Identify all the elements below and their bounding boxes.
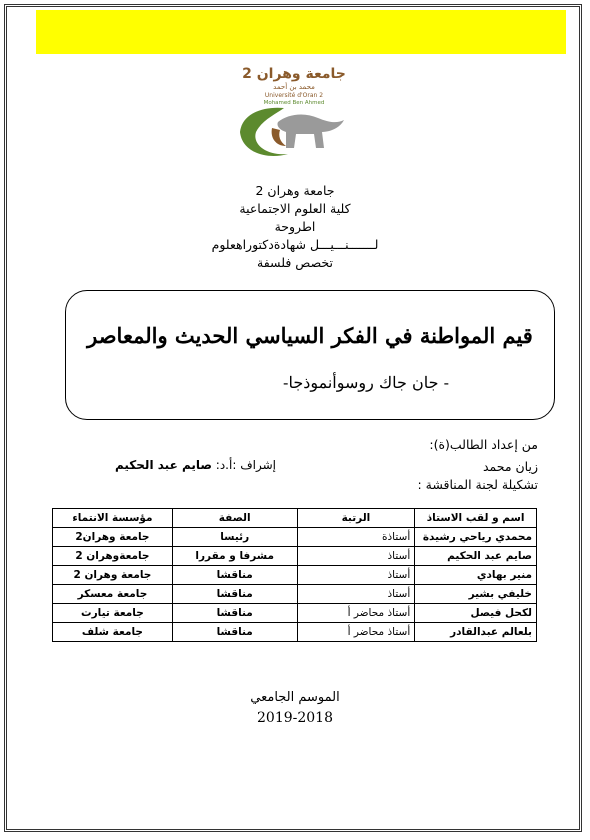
specialty-line: تخصص فلسفة bbox=[257, 255, 333, 270]
member-rank: أستاذ bbox=[297, 566, 415, 585]
member-name: منير بهادي bbox=[415, 566, 537, 585]
university-name: جامعة وهران 2 bbox=[255, 183, 335, 198]
member-role: مناقشا bbox=[172, 585, 297, 604]
table-row bbox=[53, 566, 537, 585]
logo-swirl-shape bbox=[240, 108, 288, 156]
table-row bbox=[53, 604, 537, 623]
table-row bbox=[53, 547, 537, 566]
header-name: اسم و لقب الاستاذ bbox=[415, 509, 537, 528]
supervisor-name: صايم عبد الحكيم bbox=[115, 458, 212, 472]
member-name: لكحل فيصل bbox=[415, 604, 537, 623]
university-logo bbox=[232, 62, 350, 162]
header-rank: الرتبة bbox=[297, 509, 415, 528]
supervision-label: إشراف :أ.د: bbox=[215, 458, 276, 472]
member-rank: أستاذ bbox=[297, 585, 415, 604]
member-institution: جامعة تيارت bbox=[53, 604, 173, 623]
prepared-by-label: من إعداد الطالب(ة): bbox=[429, 437, 538, 452]
committee-header-row bbox=[53, 509, 537, 528]
student-name: زيان محمد bbox=[482, 459, 538, 474]
member-rank: أستاذة bbox=[297, 528, 415, 547]
institution-header bbox=[120, 182, 470, 272]
member-rank: أستاذ محاضر أ bbox=[297, 604, 415, 623]
member-role: مناقشا bbox=[172, 604, 297, 623]
academic-year: 2019-2018 bbox=[257, 710, 333, 726]
title-box bbox=[65, 290, 555, 420]
logo-latin-sub: Mohamed Ben Ahmed bbox=[263, 100, 325, 106]
thesis-type: اطروحة bbox=[274, 219, 316, 234]
member-rank: أستاذ bbox=[297, 547, 415, 566]
member-role: رئيسا bbox=[172, 528, 297, 547]
lion-icon bbox=[277, 115, 344, 148]
member-role: مناقشا bbox=[172, 566, 297, 585]
supervision-line bbox=[115, 458, 276, 472]
academic-season-label: الموسم الجامعي bbox=[250, 690, 340, 705]
member-name: محمدي رياحي رشيدة bbox=[415, 528, 537, 547]
member-name: صايم عبد الحكيم bbox=[415, 547, 537, 566]
member-institution: جامعة وهران2 bbox=[53, 528, 173, 547]
thesis-subtitle: - جان جاك روسوأنموذجا- bbox=[283, 373, 449, 392]
table-row bbox=[53, 623, 537, 642]
member-name: خليفي بشير bbox=[415, 585, 537, 604]
committee-table bbox=[52, 508, 537, 642]
member-role: مشرفا و مقررا bbox=[172, 547, 297, 566]
committee-label: تشكيلة لجنة المناقشة : bbox=[417, 477, 538, 492]
member-rank: أستاذ محاضر أ bbox=[297, 623, 415, 642]
member-institution: جامعة وهران 2 bbox=[53, 566, 173, 585]
logo-latin-name: Université d'Oran 2 bbox=[264, 92, 324, 99]
header-role: الصفة bbox=[172, 509, 297, 528]
table-row bbox=[53, 585, 537, 604]
member-institution: جامعة شلف bbox=[53, 623, 173, 642]
member-role: مناقشا bbox=[172, 623, 297, 642]
thesis-title: قيم المواطنة في الفكر السياسي الحديث والمعاصر bbox=[87, 323, 533, 348]
logo-arabic-name: جامعة وهران 2 bbox=[242, 66, 346, 82]
member-name: بلعالم عبدالقادر bbox=[415, 623, 537, 642]
header-institution: مؤسسة الانتماء bbox=[53, 509, 173, 528]
member-institution: جامعة معسكر bbox=[53, 585, 173, 604]
highlight-banner bbox=[36, 10, 566, 54]
member-institution: جامعةوهران 2 bbox=[53, 547, 173, 566]
faculty-name: كلية العلوم الاجتماعية bbox=[239, 201, 351, 216]
logo-arabic-sub: محمد بن أحمد bbox=[273, 83, 315, 91]
table-row bbox=[53, 528, 537, 547]
degree-line: لـــــــنـــيـــل شهادةدكتوراهعلوم bbox=[211, 237, 379, 252]
